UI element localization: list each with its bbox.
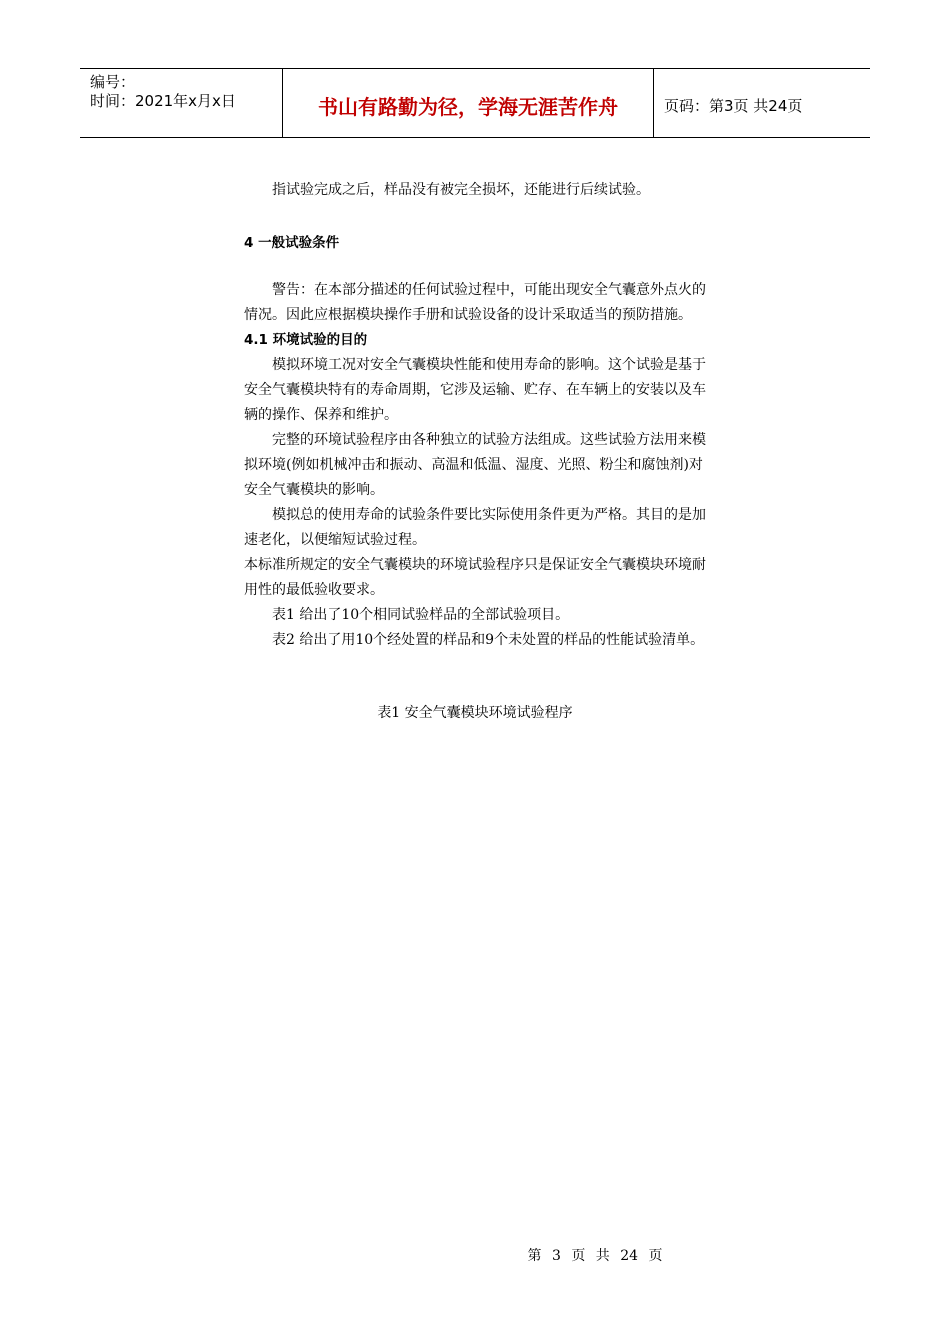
footer-ye: 页 <box>571 1248 586 1264</box>
footer-page-number: 3 <box>551 1248 561 1264</box>
section-heading-4-1: 4.1 环境试验的目的 <box>244 332 368 348</box>
paragraph-procedure: 完整的环境试验程序由各种独立的试验方法组成。这些试验方法用来模拟环境(例如机械冲击和振动、高温和低温、湿度、光照、粉尘和腐蚀剂)对安全气囊模块的影响。 <box>244 432 706 498</box>
header-motto: 书山有路勤为径，学海无涯苦作舟 <box>282 69 654 137</box>
page-footer <box>0 1245 950 1265</box>
paragraph-table1-ref: 表1 给出了10个相同试验样品的全部试验项目。 <box>272 607 570 623</box>
date-label: 时间：2021年x月x日 <box>90 92 236 110</box>
footer-ye-2: 页 <box>648 1248 663 1264</box>
code-label: 编号： <box>90 73 136 91</box>
page-header <box>80 68 870 138</box>
header-page-label: 页码：第3页 共24页 <box>664 96 803 115</box>
paragraph-definition: 指试验完成之后，样品没有被完全损坏，还能进行后续试验。 <box>272 182 650 198</box>
footer-di: 第 <box>527 1248 542 1264</box>
section-heading-4: 4 一般试验条件 <box>244 235 340 251</box>
paragraph-requirements: 本标准所规定的安全气囊模块的环境试验程序只是保证安全气囊模块环境耐用性的最低验收要求。 <box>244 557 706 598</box>
header-meta <box>80 69 282 137</box>
footer-gong: 共 <box>595 1248 610 1264</box>
paragraph-table2-ref: 表2 给出了用10个经处置的样品和9个未处置的样品的性能试验清单。 <box>272 632 705 648</box>
footer-total-pages: 24 <box>620 1248 639 1264</box>
paragraph-conditions: 模拟总的使用寿命的试验条件要比实际使用条件更为严格。其目的是加速老化，以便缩短试验过程。 <box>244 507 706 548</box>
document-body <box>244 178 706 726</box>
table-caption: 表1 安全气囊模块环境试验程序 <box>377 705 573 721</box>
paragraph-purpose: 模拟环境工况对安全气囊模块性能和使用寿命的影响。这个试验是基于安全气囊模块特有的寿命周期，它涉及运输、贮存、在车辆上的安装以及车辆的操作、保养和维护。 <box>244 357 706 423</box>
warning-paragraph: 警告：在本部分描述的任何试验过程中，可能出现安全气囊意外点火的情况。因此应根据模块操作手册和试验设备的设计采取适当的预防措施。 <box>244 282 706 323</box>
